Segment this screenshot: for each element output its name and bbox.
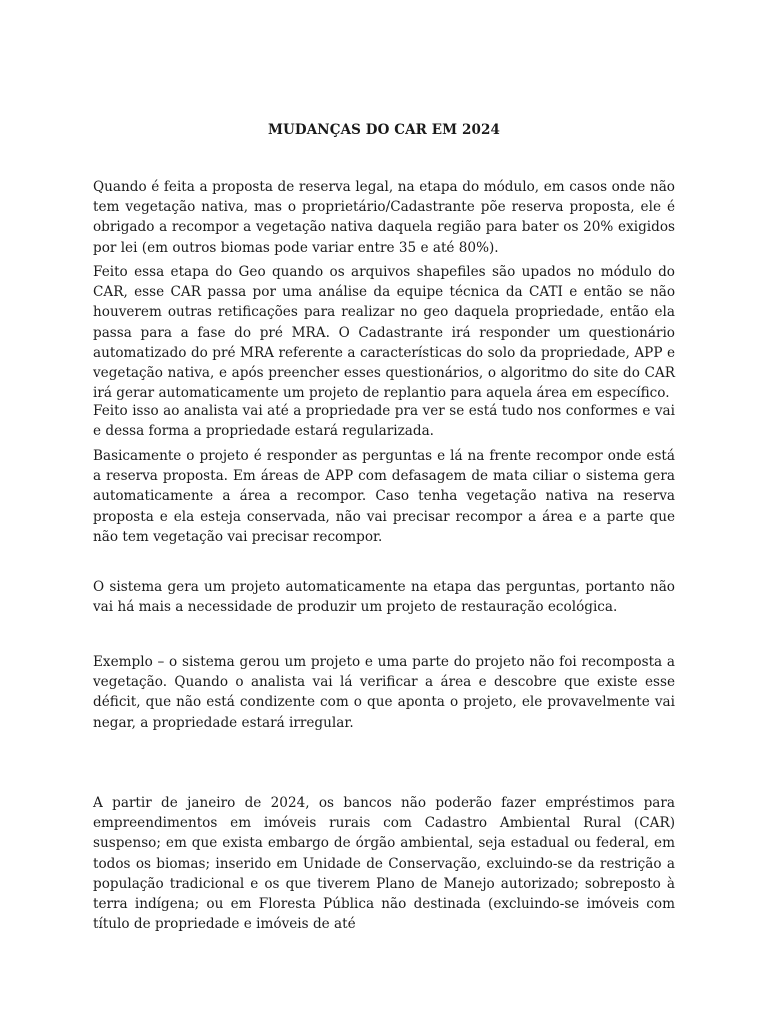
paragraph-analista: Feito isso ao analista vai até a propriedade pra ver se está tudo nos conformes e vai e dessa forma a propriedade estará regularizada. xyxy=(93,403,675,440)
paragraph-bancos: A partir de janeiro de 2024, os bancos não poderão fazer empréstimos para empreendimentos em imóveis rurais com Cadastro Ambiental Rural (CAR) suspenso; em que exista embargo de órgão ambiental, seja estadual ou federal, em todos os biomas; inserido em Unidade de Conservação, excluindo-se da restrição a população tradicional e os que tiverem Plano de Manejo autorizado; sobreposto à terra indígena; ou em Floresta Pública não destinada (excluindo-se imóveis com título de propriedade e imóveis de até xyxy=(93,795,675,933)
paragraph-sistema-gera: O sistema gera um projeto automaticamente na etapa das perguntas, portanto não vai há mais a necessidade de produzir um projeto de restauração ecológica. xyxy=(93,579,675,616)
paragraph-exemplo: Exemplo – o sistema gerou um projeto e uma parte do projeto não foi recomposta a vegetação. Quando o analista vai lá verificar a área e descobre que existe esse déficit, que não está condizente com o que aponta o projeto, ele provavelmente vai negar, a propriedade estará irregular. xyxy=(93,654,675,731)
paragraph-etapa-geo: Feito essa etapa do Geo quando os arquivos shapefiles são upados no módulo do CAR, esse CAR passa por uma análise da equipe técnica da CATI e então se não houverem outras retificações para realizar no geo daquela propriedade, então ela passa para a fase do pré MRA. O Cadastrante irá responder um questionário automatizado do pré MRA referente a características do solo da propriedade, APP e vegetação nativa, e após preencher esses questionários, o algoritmo do site do CAR irá gerar automaticamente um projeto de replantio para aquela área em específico. xyxy=(93,264,675,402)
paragraph-projeto: Basicamente o projeto é responder as perguntas e lá na frente recompor onde está a reserva proposta. Em áreas de APP com defasagem de mata ciliar o sistema gera automaticamente a área a recompor. Caso tenha vegetação nativa na reserva proposta e ela esteja conservada, não vai precisar recompor a área e a parte que não tem vegetação vai precisar recompor. xyxy=(93,448,675,545)
document-title: MUDANÇAS DO CAR EM 2024 xyxy=(267,122,501,138)
paragraph-reserva-legal: Quando é feita a proposta de reserva legal, na etapa do módulo, em casos onde não tem vegetação nativa, mas o proprietário/Cadastrante põe reserva proposta, ele é obrigado a recompor a vegetação nativa daquela região para bater os 20% exigidos por lei (em outros biomas pode variar entre 35 e até 80%). xyxy=(93,179,675,256)
